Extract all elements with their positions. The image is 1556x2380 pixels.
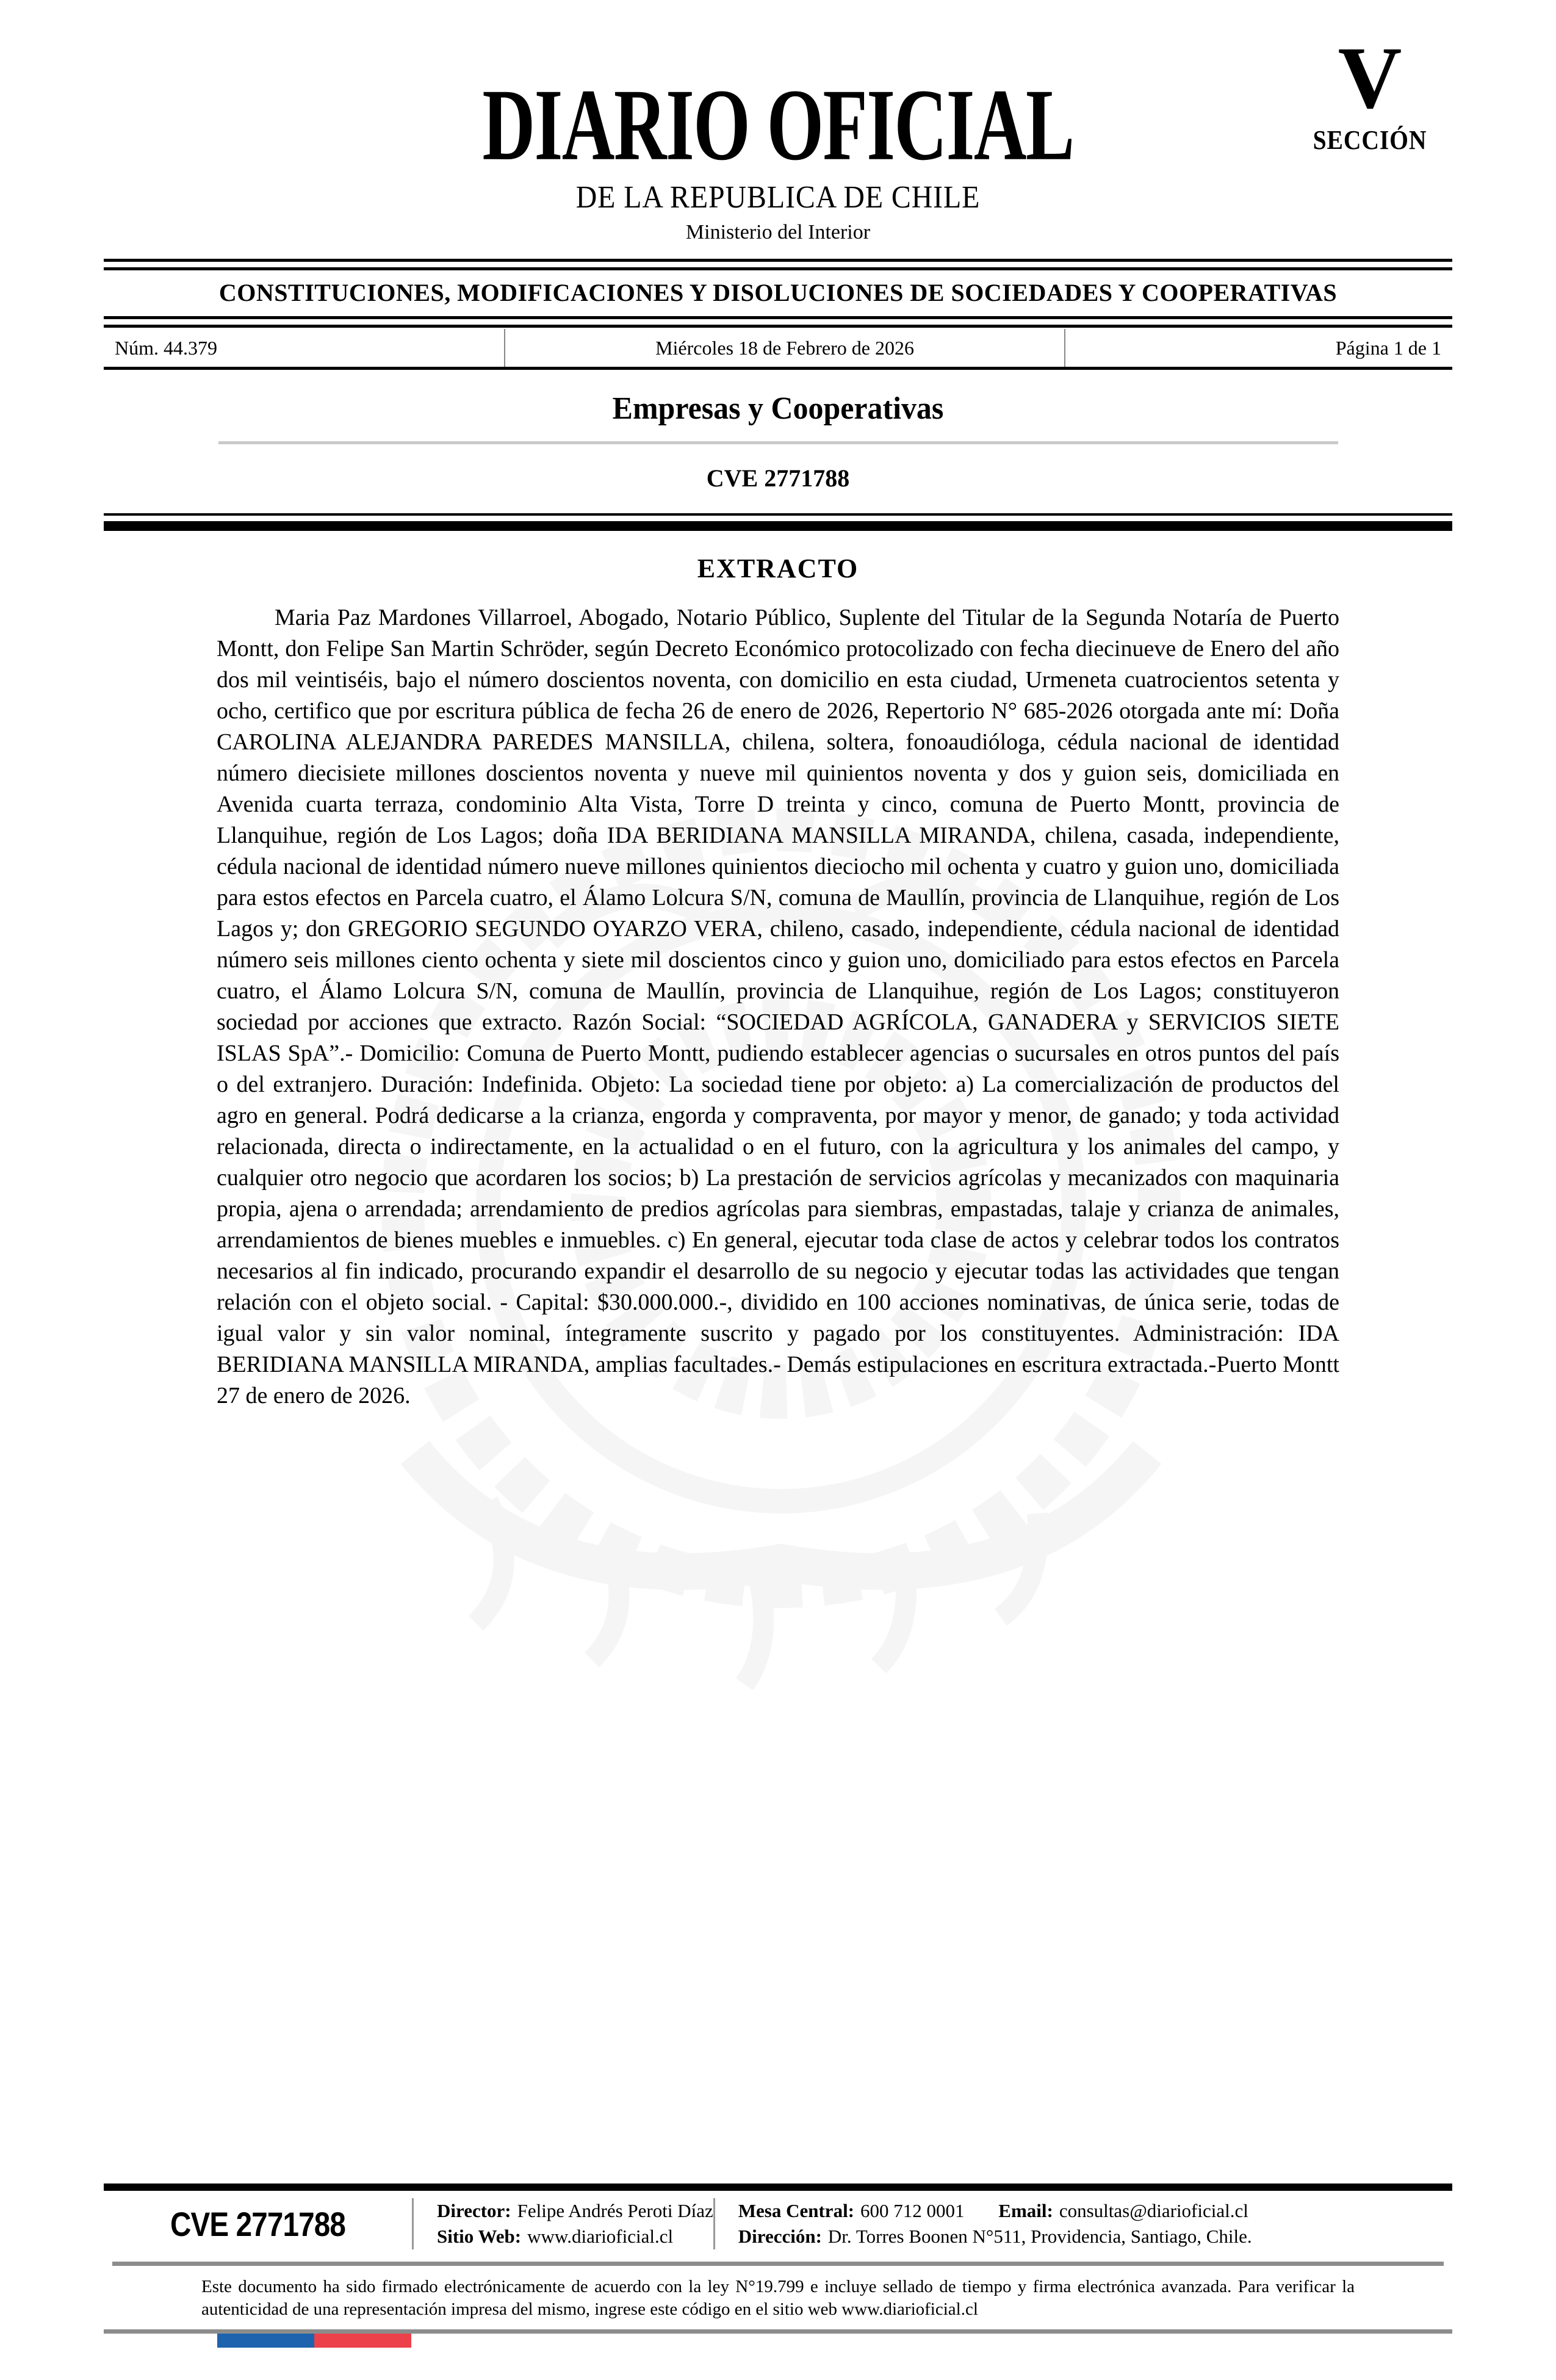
banner-heading: CONSTITUCIONES, MODIFICACIONES Y DISOLUCIONES DE SOCIEDADES Y COOPERATIVAS xyxy=(218,279,1338,306)
government-flag-mark xyxy=(217,2334,411,2348)
section-heading: Empresas y Cooperativas xyxy=(612,391,944,426)
site-label: Sitio Web: xyxy=(437,2226,522,2247)
double-rule-bottom xyxy=(104,316,1452,328)
masthead xyxy=(104,0,1452,243)
director-name: Felipe Andrés Peroti Díaz xyxy=(517,2200,713,2221)
address-value: Dr. Torres Boonen N°511, Providencia, Santiago, Chile. xyxy=(827,2226,1252,2247)
double-rule-top xyxy=(104,259,1452,270)
meta-rule xyxy=(104,367,1452,370)
issue-number: Núm. 44.379 xyxy=(115,336,217,359)
email-address: consultas@diarioficial.cl xyxy=(1059,2200,1248,2221)
email-label: Email: xyxy=(998,2200,1053,2221)
section-numeral: V xyxy=(1338,29,1402,127)
footer-legal-text: Este documento ha sido firmado electrónicamente de acuerdo con la ley N°19.799 e incluye sellado de tiempo y firma electrónica avanzada. Para verificar la autenticidad de una representación impresa del mismo, ingrese este código en el sitio web www.diarioficial.cl xyxy=(201,2277,1355,2319)
issue-date: Miércoles 18 de Febrero de 2026 xyxy=(504,329,1065,367)
flag-blue xyxy=(217,2334,314,2348)
footer-top-rule xyxy=(104,2183,1452,2191)
section-box xyxy=(1291,29,1449,156)
cve-heading: CVE 2771788 xyxy=(706,464,850,492)
site-url: www.diarioficial.cl xyxy=(527,2226,674,2247)
footer-site-line xyxy=(437,2224,713,2249)
director-label: Director: xyxy=(437,2200,511,2221)
extract-rule xyxy=(104,513,1452,531)
light-rule xyxy=(218,441,1338,444)
extract-body-paragraph: Maria Paz Mardones Villarroel, Abogado, Notario Público, Suplente del Titular de la Segunda Notaría de Puerto Montt, don Felipe San Martin Schröder, según Decreto Económico protocolizado con fecha diecinueve de Enero del año dos mil veintiséis, bajo el número doscientos noventa, con domicilio en esta ciudad, Urmeneta cuatrocientos setenta y ocho, certifico que por escritura pública de fecha 26 de enero de 2026, Repertorio N° 685-2026 otorgada ante mí: Doña CAROLINA ALEJANDRA PAREDES MANSILLA, chilena, soltera, fonoaudióloga, cédula nacional de identidad número diecisiete millones doscientos noventa y nueve mil quinientos noventa y dos y guion seis, domiciliada en Avenida cuarta terraza, condominio Alta Vista, Torre D treinta y cinco, comuna de Puerto Montt, provincia de Llanquihue, región de Los Lagos; doña IDA BERIDIANA MANSILLA MIRANDA, chilena, casada, independiente, cédula nacional de identidad número nueve millones quinientos dieciocho mil ochenta y cuatro y guion uno, domiciliada para estos efectos en Parcela cuatro, el Álamo Lolcura S/N, comuna de Maullín, provincia de Llanquihue, región de Los Lagos y; don GREGORIO SEGUNDO OYARZO VERA, chileno, casado, independiente, cédula nacional de identidad número seis millones ciento ochenta y siete mil doscientos cinco y guion uno, domiciliado para estos efectos en Parcela cuatro, el Álamo Lolcura S/N, comuna de Maullín, provincia de Llanquihue, región de Los Lagos; constituyeron sociedad por acciones que extracto. Razón Social: “SOCIEDAD AGRÍCOLA, GANADERA y SERVICIOS SIETE ISLAS SpA”.- Domicilio: Comuna de Puerto Montt, pudiendo establecer agencias o sucursales en otros puntos del país o del extranjero. Duración: Indefinida. Objeto: La sociedad tiene por objeto: a) La comercialización de productos del agro en general. Podrá dedicarse a la crianza, engorda y compraventa, por mayor y menor, de ganado; y toda actividad relacionada, directa o indirectamente, en la actualidad o en el futuro, con la agricultura y los animales del campo, y cualquier otro negocio que acordaren los socios; b) La prestación de servicios agrícolas y mecanizados con maquinaria propia, ajena o arrendada; arrendamiento de predios agrícolas para siembras, empastadas, talaje y crianza de animales, arrendamientos de bienes muebles e inmuebles. c) En general, ejecutar toda clase de actos y celebrar todos los contratos necesarios al fin indicado, procurando expandir el desarrollo de su negocio y ejecutar todas las actividades que tengan relación con el objeto social. - Capital: $30.000.000.-, dividido en 100 acciones nominativas, de única serie, todas de igual valor y sin valor nominal, íntegramente suscrito y pagado por los constituyentes. Administración: IDA BERIDIANA MANSILLA MIRANDA, amplias facultades.- Demás estipulaciones en escritura extractada.-Puerto Montt 27 de enero de 2026. xyxy=(217,605,1339,1408)
page-indicator: Página 1 de 1 xyxy=(1335,336,1441,359)
flag-red xyxy=(314,2334,411,2348)
masthead-ministry: Ministerio del Interior xyxy=(685,221,871,243)
footer-address-line xyxy=(738,2224,1452,2249)
address-label: Dirección: xyxy=(738,2226,822,2247)
footer-bottom-rule xyxy=(104,2329,1452,2334)
phone-number: 600 712 0001 xyxy=(860,2200,965,2221)
masthead-title: DIARIO OFICIAL xyxy=(482,67,1074,182)
phone-label: Mesa Central: xyxy=(738,2200,855,2221)
footer-director-line xyxy=(437,2198,713,2224)
footer-info-row xyxy=(104,2191,1452,2259)
extract-heading: EXTRACTO xyxy=(697,554,859,583)
footer-cve-code: CVE 2771788 xyxy=(170,2204,346,2243)
footer xyxy=(104,2183,1452,2348)
footer-director-column xyxy=(414,2198,713,2249)
footer-phone-email-line xyxy=(738,2198,1452,2224)
meta-row xyxy=(104,329,1452,367)
section-label: SECCIÓN xyxy=(1313,124,1427,155)
footer-contact-column xyxy=(715,2198,1452,2249)
footer-mid-rule xyxy=(112,2262,1444,2266)
masthead-subtitle: DE LA REPUBLICA DE CHILE xyxy=(575,180,981,215)
